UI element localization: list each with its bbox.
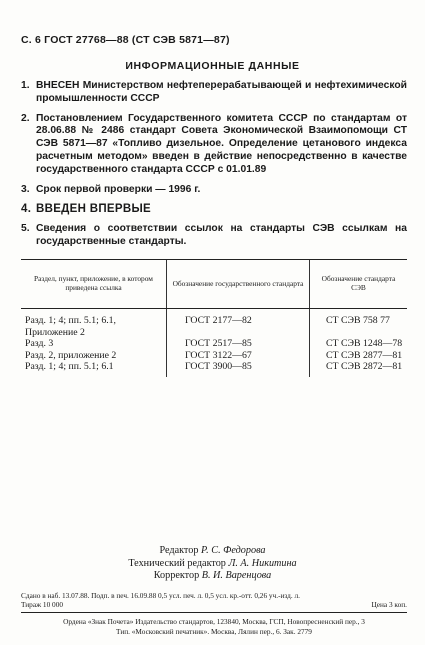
info-item-1 (21, 80, 407, 106)
item-number: 4. (21, 203, 32, 216)
cell-line: СТ СЭВ 758 77 (326, 315, 390, 326)
state-standard-cell (167, 309, 310, 377)
item-number: 2. (21, 112, 30, 124)
item-text: ВНЕСЕН Министерством нефтеперерабатывающей и нефтехимической промышленности СССР (36, 80, 407, 104)
item-number: 3. (21, 183, 30, 195)
imprint-print-data: Сдано в наб. 13.07.88. Подп. в печ. 16.09.88 0,5 усл. печ. л. 0,5 усл. кр.-отт. 0,26 уч.-изд. л. (21, 591, 300, 600)
credit-name: Р. С. Федорова (200, 545, 266, 556)
cell-line: СТ СЭВ 1248—78 (326, 338, 403, 349)
credit-role: Корректор (153, 570, 200, 582)
cell-line: СТ СЭВ 2872—81 (326, 361, 403, 372)
header-sev-standard: Обозначение стандарта СЭВ (310, 260, 408, 309)
cell-line: Разд. 1; 4; пп. 5.1; 6.1, (25, 315, 117, 326)
imprint-print-run: Тираж 10 000 (21, 600, 63, 610)
item-text: Сведения о соответствии ссылок на стандарты СЭВ ссылкам на государственные стандарты. (36, 223, 407, 247)
credit-proofreader (0, 570, 425, 583)
publication-imprint (21, 591, 407, 636)
cell-line: СТ СЭВ 2877—81 (326, 349, 403, 361)
info-item-5 (21, 223, 407, 249)
info-items-list (21, 80, 407, 256)
editorial-credits (0, 545, 425, 583)
cell-line (326, 327, 403, 339)
section-title: ИНФОРМАЦИОННЫЕ ДАННЫЕ (125, 60, 300, 72)
cell-line: Разд. 3 (25, 338, 54, 349)
cell-line: ГОСТ 2517—85 (185, 338, 252, 349)
cell-line: Приложение 2 (25, 326, 85, 338)
item-text: Постановлением Государственного комитета СССР по стандартам от 28.06.88 № 2486 стандарт Совета Экономической Взаимопомощи СТ СЭВ 5871—87 «Топливо дизельное. Определение цетанового индекса расчетным методом» введен в действие непосредственно в качестве государственного стандарта СССР с 01.01.89 (36, 112, 407, 175)
table-header-row (21, 260, 407, 309)
imprint-run-price (21, 600, 407, 609)
credit-role: Редактор (159, 545, 199, 556)
cell-line: Разд. 2, приложение 2 (25, 349, 117, 361)
item-text: Срок первой проверки — 1996 г. (36, 183, 201, 195)
imprint-divider (21, 612, 407, 613)
credit-technical-editor (0, 558, 425, 571)
standards-reference-table (21, 259, 407, 377)
header-section-reference: Раздел, пункт, приложение, в котором приведена ссылка (21, 260, 167, 309)
header-state-standard: Обозначение государственного стандарта (167, 260, 310, 309)
info-item-4 (21, 203, 407, 216)
cell-line: Разд. 1; 4; пп. 5.1; 6.1 (25, 361, 114, 372)
imprint-printing-house: Тип. «Московский печатник». Москва, Лялин пер., 6. Зак. 2779 (116, 626, 312, 636)
cell-line: ГОСТ 3900—85 (185, 361, 252, 372)
running-head: С. 6 ГОСТ 27768—88 (СТ СЭВ 5871—87) (21, 34, 230, 46)
credit-role: Технический редактор (128, 557, 226, 569)
credit-editor (0, 545, 425, 558)
credit-name: В. И. Варенцова (201, 570, 272, 582)
section-reference-cell (21, 309, 167, 377)
credit-name: Л. А. Никитина (228, 557, 297, 569)
item-number: 1. (21, 80, 30, 91)
sev-standard-cell (310, 309, 408, 377)
imprint-price: Цена 3 коп. (371, 600, 407, 610)
info-item-3 (21, 184, 407, 197)
cell-line (185, 327, 305, 339)
item-number: 5. (21, 223, 30, 235)
info-item-2 (21, 113, 407, 177)
imprint-publisher: Ордена «Знак Почета» Издательство стандартов, 123840, Москва, ГСП, Новопресненский пер., 3 (63, 617, 365, 627)
cell-line: ГОСТ 2177—82 (185, 315, 252, 326)
table-row (21, 309, 407, 377)
item-text: ВВЕДЕН ВПЕРВЫЕ (36, 203, 151, 216)
cell-line: ГОСТ 3122—67 (185, 349, 252, 361)
